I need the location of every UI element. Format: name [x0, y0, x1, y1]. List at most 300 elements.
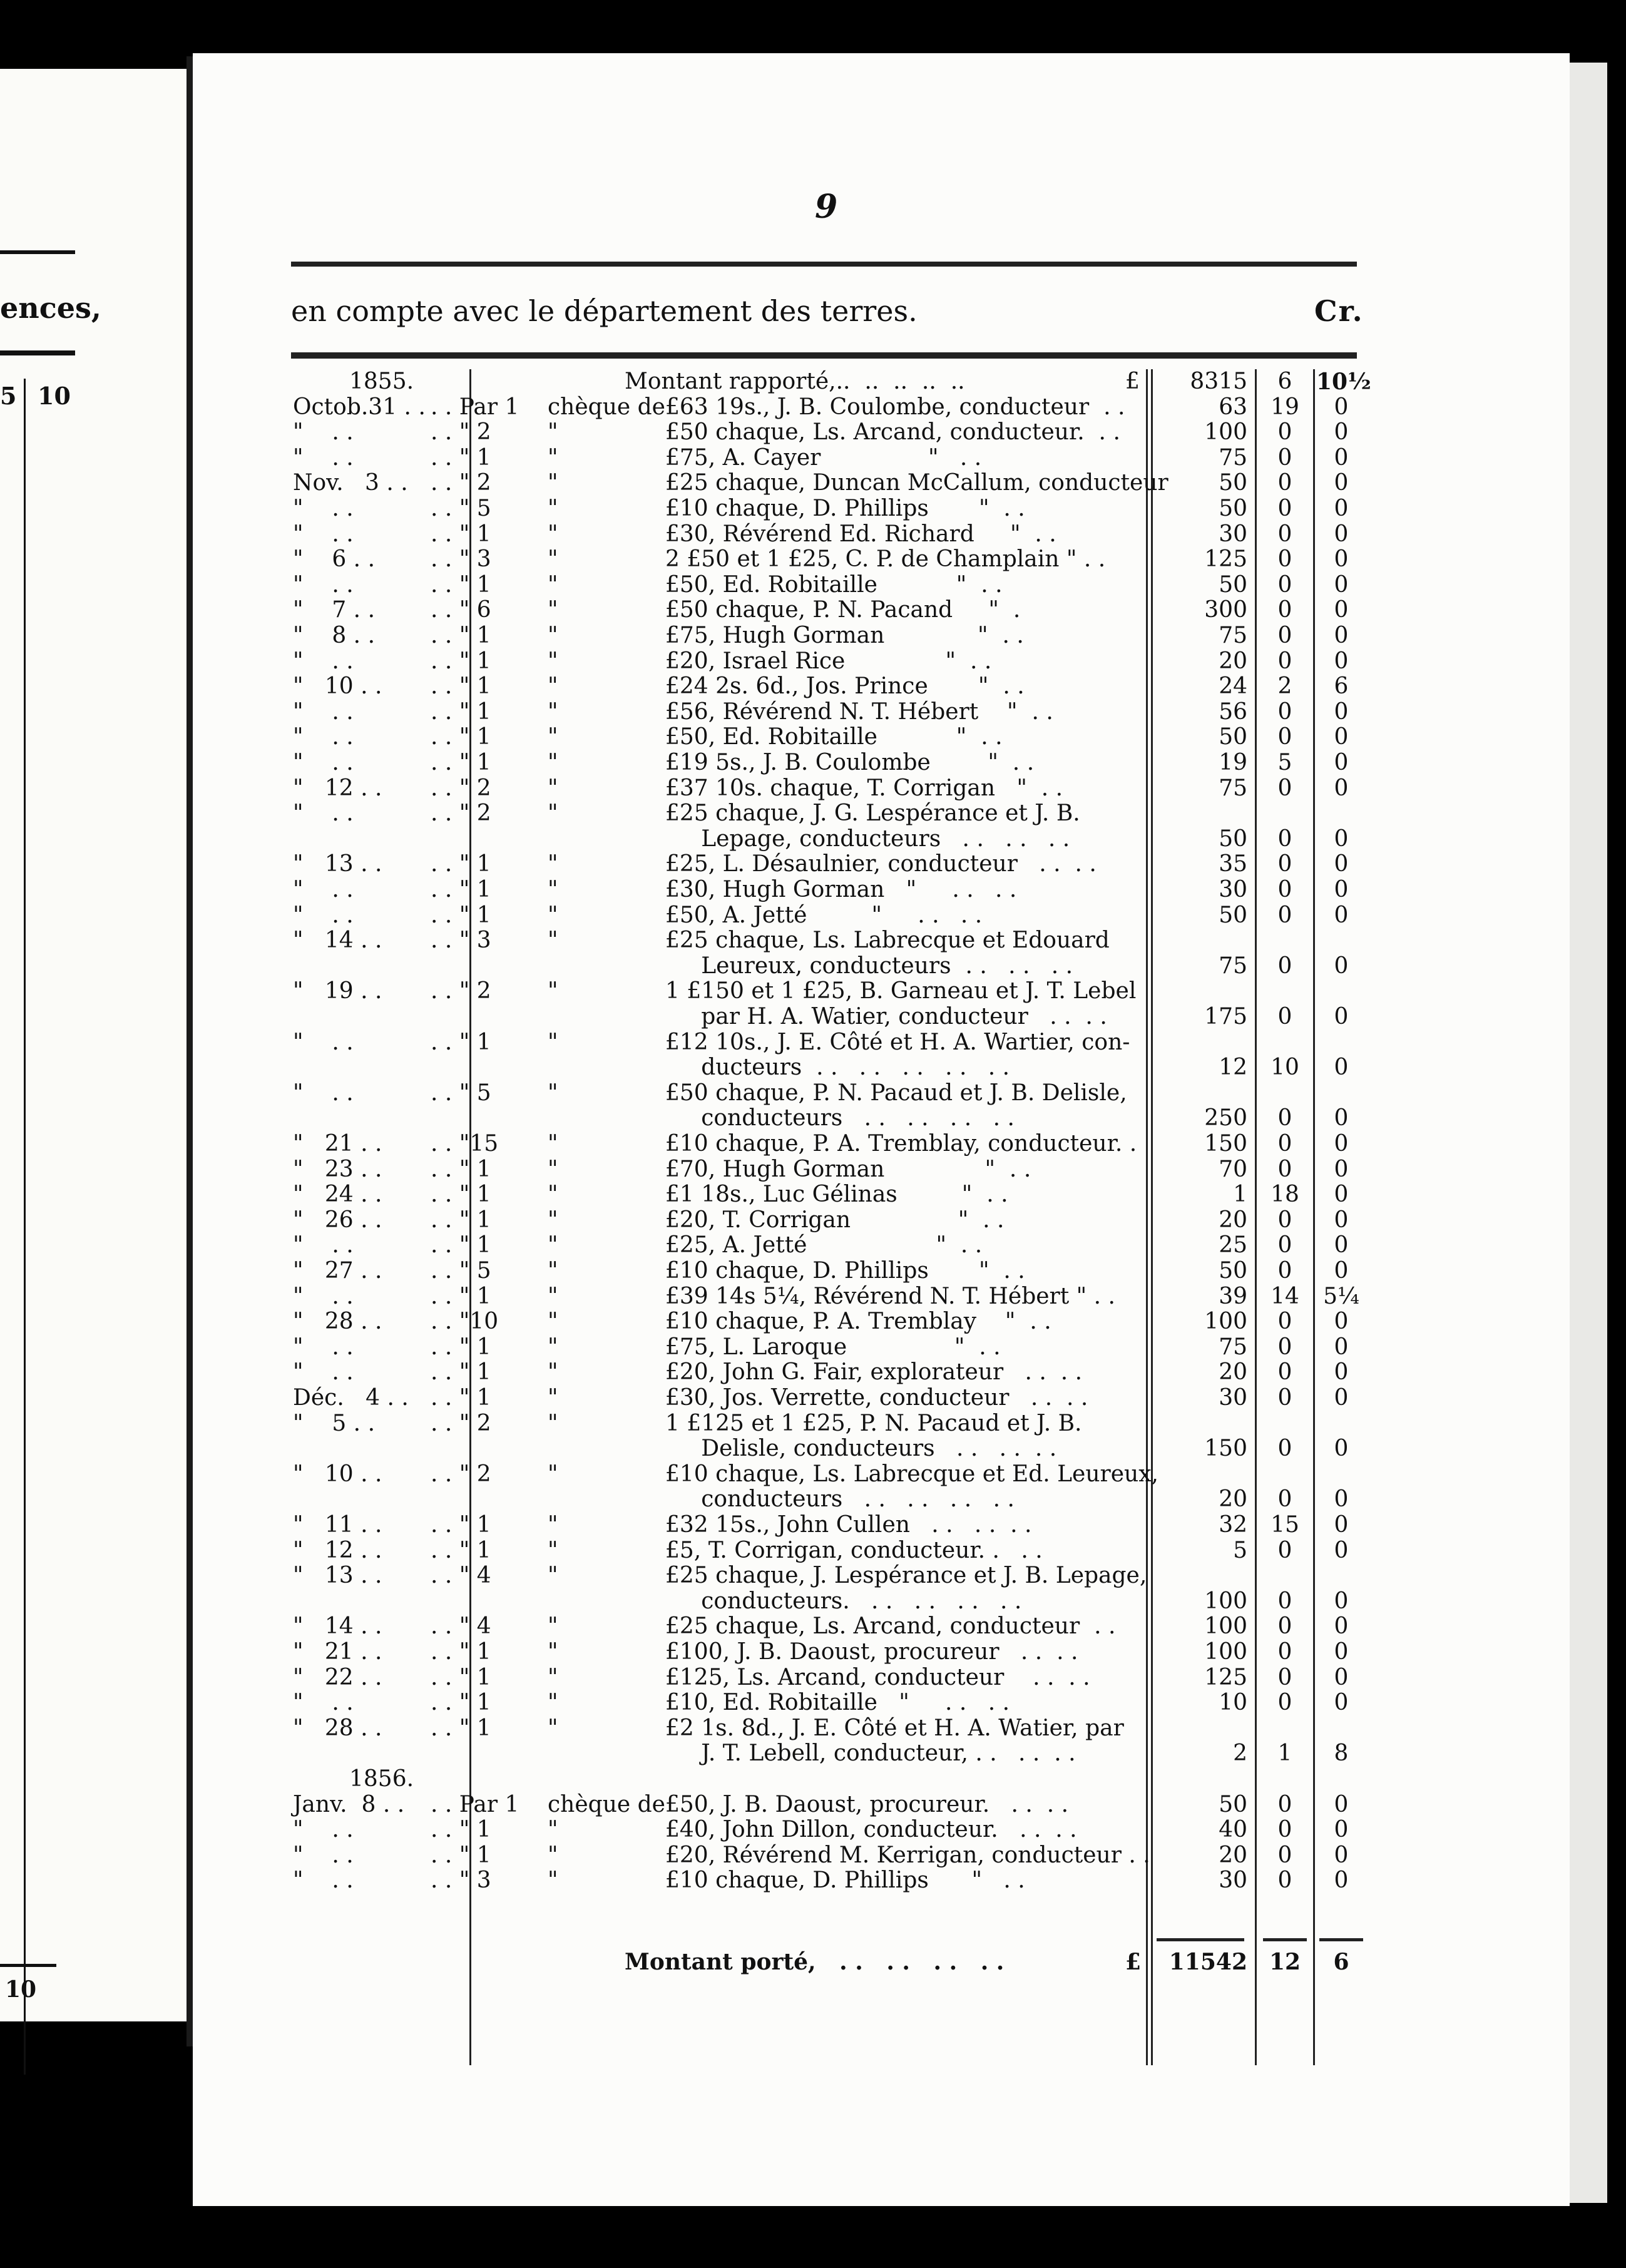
entry-description: £125, Ls. Arcand, conducteur . . . . [665, 1665, 1090, 1690]
amount-shillings: 0 [1277, 521, 1292, 547]
amount-shillings: 5 [1277, 750, 1292, 775]
amount-shillings: 15 [1271, 1512, 1299, 1538]
ledger-entry [193, 1335, 1570, 1360]
amount-pence: 8 [1334, 1740, 1349, 1766]
entry-cheque-count: . . " 2 [431, 1461, 491, 1487]
entry-cheque-label: " [548, 877, 558, 902]
entry-date: " 12 . . [293, 775, 382, 801]
entry-date: " 21 . . [293, 1639, 382, 1665]
entry-date: " 12 . . [293, 1538, 382, 1563]
amount-pounds: 75 [1219, 953, 1247, 979]
entry-description: £50, J. B. Daoust, procureur. . . . . [665, 1792, 1069, 1817]
amount-shillings: 0 [1277, 1665, 1292, 1690]
entry-description: conducteurs. . . . . . . . . [665, 1588, 1022, 1614]
entry-description: £20, John G. Fair, explorateur . . . . [665, 1359, 1083, 1385]
entry-cheque-label: " [548, 902, 558, 928]
entry-cheque-label: " [548, 775, 558, 801]
amount-pounds: 75 [1219, 1334, 1247, 1360]
entry-date: " . . [293, 800, 354, 826]
ledger-entry [193, 1487, 1570, 1512]
entry-description: £19 5s., J. B. Coulombe " . . [665, 750, 1035, 775]
ledger-entry [193, 1462, 1570, 1487]
ledger-entry [193, 1792, 1570, 1817]
entry-date: " 24 . . [293, 1182, 382, 1207]
ledger-entry [193, 1131, 1570, 1157]
amount-pounds: 75 [1219, 445, 1247, 471]
ledger-entry [193, 1182, 1570, 1207]
currency-symbol: £ [1125, 1949, 1142, 1975]
entry-cheque-count: . . " 2 [431, 470, 491, 496]
ledger-entry [193, 1741, 1570, 1766]
ledger-entry [193, 776, 1570, 801]
entry-cheque-count: . . " 1 [431, 1385, 491, 1411]
amount-shillings: 1 [1277, 1740, 1292, 1766]
ledger-entry [193, 827, 1570, 852]
amount-pence: 0 [1334, 826, 1349, 852]
entry-date: " 6 . . [293, 546, 376, 572]
ledger-entry [193, 674, 1570, 699]
left-col-b: 10 [38, 382, 71, 410]
entry-cheque-label: " [548, 1867, 558, 1893]
amount-shillings: 0 [1277, 724, 1292, 750]
amount-pence: 0 [1334, 724, 1349, 750]
entry-date: " 8 . . [293, 623, 376, 648]
entry-description: £30, Hugh Gorman " . . . . [665, 877, 1017, 902]
amount-pence: 0 [1334, 470, 1349, 496]
entry-date: " . . [293, 648, 354, 674]
entry-description: £30, Jos. Verrette, conducteur . . . . [665, 1385, 1088, 1411]
amount-pounds: 8315 [1190, 369, 1247, 394]
amount-pounds: 63 [1219, 394, 1247, 420]
amount-pence: 0 [1334, 1309, 1349, 1334]
page-edge [1570, 63, 1607, 2203]
amount-pounds: 19 [1219, 750, 1247, 775]
amount-pence: 0 [1334, 750, 1349, 775]
entry-description: conducteurs . . . . . . . . [665, 1105, 1015, 1131]
ledger-entry [193, 395, 1570, 420]
entry-date: " . . [293, 1232, 354, 1258]
amount-pence: 0 [1334, 1690, 1349, 1715]
entry-description: £50, A. Jetté " . . . . [665, 902, 983, 928]
amount-shillings: 0 [1277, 1588, 1292, 1614]
amount-pounds: 39 [1219, 1284, 1247, 1309]
entry-cheque-label: " [548, 1715, 558, 1741]
entry-date: " . . [293, 1690, 354, 1715]
entry-description: £75, Hugh Gorman " . . [665, 623, 1024, 648]
entry-description: Delisle, conducteurs . . . . . . [665, 1436, 1057, 1461]
ledger-entry [193, 471, 1570, 496]
entry-cheque-count: . . " 1 [431, 1334, 491, 1360]
amount-pence: 0 [1334, 1182, 1349, 1207]
entry-cheque-count: . . " 5 [431, 1080, 491, 1106]
amount-shillings: 0 [1277, 1157, 1292, 1182]
heading-rule [291, 352, 1357, 359]
entry-cheque-count: . . "10 [431, 1309, 499, 1334]
amount-pounds: 10 [1219, 1690, 1247, 1715]
ledger-entry [193, 750, 1570, 775]
amount-pence: 5¼ [1323, 1284, 1359, 1309]
amount-shillings: 18 [1271, 1182, 1299, 1207]
amount-shillings: 0 [1277, 775, 1292, 801]
entry-date: " 21 . . [293, 1131, 382, 1157]
amount-shillings: 0 [1277, 1613, 1292, 1639]
entry-date: " . . [293, 496, 354, 521]
entry-description: £20, Révérend M. Kerrigan, conducteur . . [665, 1842, 1150, 1868]
entry-cheque-count: . . " 1 [431, 1207, 491, 1233]
ledger-entry [193, 623, 1570, 648]
amount-shillings: 0 [1277, 902, 1292, 928]
entry-date: " 11 . . [293, 1512, 382, 1538]
entry-cheque-count: . . " 1 [431, 902, 491, 928]
ledger-entry [193, 903, 1570, 928]
amount-pence: 0 [1334, 1538, 1349, 1563]
amount-pence: 0 [1334, 953, 1349, 979]
entry-date: " 13 . . [293, 851, 382, 877]
entry-cheque-count: . . " 1 [431, 1665, 491, 1690]
ledger-entry [193, 1589, 1570, 1614]
ledger-entry [193, 1106, 1570, 1131]
amount-shillings: 0 [1277, 953, 1292, 979]
entry-date: " 19 . . [293, 978, 382, 1004]
entry-description: £10 chaque, D. Phillips " . . [665, 1258, 1025, 1284]
entry-cheque-count: . . " 1 [431, 750, 491, 775]
entry-cheque-count: . . " 1 [431, 1639, 491, 1665]
year-label: 1856. [349, 1766, 414, 1792]
ledger-entry [193, 649, 1570, 674]
entry-cheque-label: " [548, 572, 558, 598]
entry-description: £5, T. Corrigan, conducteur. . . . [665, 1538, 1043, 1563]
entry-description: £10 chaque, P. A. Tremblay, conducteur. . [665, 1131, 1137, 1157]
entry-cheque-label: chèque de [548, 394, 665, 420]
entry-cheque-count: . . " 1 [431, 877, 491, 902]
amount-pence: 0 [1334, 648, 1349, 674]
amount-pounds: 50 [1219, 826, 1247, 852]
entry-date: " 10 . . [293, 673, 382, 699]
amount-pence: 0 [1334, 1157, 1349, 1182]
amount-pence: 0 [1334, 1867, 1349, 1893]
entry-description: £75, A. Cayer " . . [665, 445, 982, 471]
amount-shillings: 0 [1277, 699, 1292, 725]
amount-pence: 0 [1334, 597, 1349, 623]
entry-cheque-count: . . " 3 [431, 1867, 491, 1893]
amount-shillings: 0 [1277, 1004, 1292, 1029]
sum-rule-d [1319, 1938, 1363, 1941]
entry-cheque-count: . . " 1 [431, 724, 491, 750]
entry-cheque-label: " [548, 1334, 558, 1360]
entry-description: £25 chaque, Ls. Labrecque et Edouard [665, 927, 1110, 953]
entry-cheque-count: . . Par 1 [431, 394, 519, 420]
amount-pence: 0 [1334, 1639, 1349, 1665]
entry-date: " 14 . . [293, 927, 382, 953]
entry-description: Leureux, conducteurs . . . . . . [665, 953, 1073, 979]
entry-cheque-label: " [548, 623, 558, 648]
entry-date: " 27 . . [293, 1258, 382, 1284]
amount-pence: 0 [1334, 572, 1349, 598]
ledger-entry [193, 1284, 1570, 1309]
ledger-entry [193, 573, 1570, 598]
ledger-entry [193, 496, 1570, 521]
ledger-entry [193, 1309, 1570, 1334]
amount-pence: 0 [1334, 1792, 1349, 1817]
amount-pence: 0 [1334, 1512, 1349, 1538]
entry-cheque-label: " [548, 597, 558, 623]
amount-pounds: 50 [1219, 1792, 1247, 1817]
entry-cheque-label: " [548, 1461, 558, 1487]
entry-cheque-count: . . " 1 [431, 1359, 491, 1385]
carried-forward-label: Montant porté, . . . . . . . . [625, 1949, 1005, 1975]
amount-pounds: 100 [1204, 1588, 1247, 1614]
ledger-entry [193, 1157, 1570, 1182]
amount-pounds: 100 [1204, 1639, 1247, 1665]
entry-description: £32 15s., John Cullen . . . . . . [665, 1512, 1032, 1538]
amount-shillings: 0 [1277, 496, 1292, 521]
left-col-a: 5 [0, 382, 17, 410]
amount-shillings: 0 [1277, 546, 1292, 572]
ledger-entry [193, 522, 1570, 547]
amount-shillings: 0 [1277, 1817, 1292, 1842]
entry-cheque-count: . . " 1 [431, 1715, 491, 1741]
entry-date: " . . [293, 1817, 354, 1842]
entry-description: £25 chaque, Ls. Arcand, conducteur . . [665, 1613, 1116, 1639]
amount-pence: 0 [1334, 775, 1349, 801]
entry-cheque-label: " [548, 1080, 558, 1106]
entry-cheque-count: . . " 5 [431, 1258, 491, 1284]
entry-date: Octob.31 . . [293, 394, 426, 420]
entry-cheque-count: . . "15 [431, 1131, 499, 1157]
year-label: 1855. [349, 369, 414, 394]
carried-forward-row [193, 1949, 1570, 1974]
amount-pounds: 32 [1219, 1512, 1247, 1538]
amount-pounds: 50 [1219, 496, 1247, 521]
entry-description: £37 10s. chaque, T. Corrigan " . . [665, 775, 1063, 801]
total-shillings: 12 [1269, 1949, 1301, 1975]
entry-date: Déc. 4 . . [293, 1385, 409, 1411]
ledger-entry [193, 1817, 1570, 1842]
amount-shillings: 0 [1277, 1792, 1292, 1817]
entry-cheque-label: " [548, 496, 558, 521]
amount-shillings: 0 [1277, 1486, 1292, 1512]
amount-shillings: 0 [1277, 826, 1292, 852]
entry-cheque-label: " [548, 978, 558, 1004]
amount-pounds: 24 [1219, 673, 1247, 699]
entry-description: ducteurs . . . . . . . . . . [665, 1055, 1010, 1080]
amount-pounds: 50 [1219, 572, 1247, 598]
ledger-entry [193, 1081, 1570, 1106]
ledger-entry [193, 1640, 1570, 1665]
entry-date: " . . [293, 419, 354, 445]
brought-forward-label: Montant rapporté,.. .. .. .. .. [625, 369, 965, 394]
entry-cheque-label: " [548, 1232, 558, 1258]
entry-description: £63 19s., J. B. Coulombe, conducteur . . [665, 394, 1125, 420]
entry-cheque-count: . . Par 1 [431, 1792, 519, 1817]
entry-date: " . . [293, 521, 354, 547]
entry-description: £20, T. Corrigan " . . [665, 1207, 1005, 1233]
entry-cheque-label: " [548, 851, 558, 877]
ledger-entry [193, 1767, 1570, 1792]
amount-pence: 0 [1334, 1385, 1349, 1411]
entry-cheque-label: " [548, 1182, 558, 1207]
amount-pence: 0 [1334, 1004, 1349, 1029]
entry-cheque-count: . . " 2 [431, 1411, 491, 1436]
amount-pence: 0 [1334, 1588, 1349, 1614]
amount-shillings: 0 [1277, 1639, 1292, 1665]
entry-description: £10 chaque, P. A. Tremblay " . . [665, 1309, 1051, 1334]
entry-cheque-label: " [548, 927, 558, 953]
amount-pence: 6 [1334, 673, 1349, 699]
entry-cheque-count: . . " 1 [431, 1690, 491, 1715]
entry-cheque-count: . . " 2 [431, 775, 491, 801]
left-heading-fragment: ences, [0, 291, 101, 325]
amount-pence: 0 [1334, 1665, 1349, 1690]
ledger-entry [193, 1614, 1570, 1639]
entry-cheque-label: " [548, 1690, 558, 1715]
amount-pence: 0 [1334, 1359, 1349, 1385]
left-total-rule [0, 1964, 56, 1967]
left-page-fragment [0, 69, 188, 2021]
ledger-entry [193, 420, 1570, 445]
entry-cheque-label: " [548, 1029, 558, 1055]
entry-description: £50, Ed. Robitaille " . . [665, 724, 1003, 750]
ledger-entry [193, 877, 1570, 902]
entry-cheque-count: . . " 1 [431, 648, 491, 674]
entry-date: " . . [293, 1029, 354, 1055]
amount-pence: 0 [1334, 1842, 1349, 1868]
entry-description: £25 chaque, Duncan McCallum, conducteur [665, 470, 1168, 496]
amount-pounds: 250 [1204, 1105, 1247, 1131]
amount-shillings: 0 [1277, 1131, 1292, 1157]
entry-date: " 14 . . [293, 1613, 382, 1639]
entry-description: £12 10s., J. E. Côté et H. A. Wartier, con- [665, 1029, 1130, 1055]
entry-cheque-count: . . " 1 [431, 851, 491, 877]
amount-pounds: 30 [1219, 1385, 1247, 1411]
entry-cheque-count: . . " 5 [431, 496, 491, 521]
entry-cheque-count: . . " 3 [431, 927, 491, 953]
amount-shillings: 0 [1277, 1359, 1292, 1385]
entry-description: 2 £50 et 1 £25, C. P. de Champlain " . . [665, 546, 1106, 572]
amount-shillings: 0 [1277, 1538, 1292, 1563]
entry-cheque-count: . . " 1 [431, 572, 491, 598]
total-pounds: 11542 [1168, 1949, 1247, 1975]
amount-shillings: 0 [1277, 572, 1292, 598]
ledger-entry [193, 1843, 1570, 1868]
entry-description: £50 chaque, Ls. Arcand, conducteur. . . [665, 419, 1120, 445]
entry-cheque-count: . . " 3 [431, 546, 491, 572]
entry-description: conducteurs . . . . . . . . [665, 1486, 1015, 1512]
entry-date: " 23 . . [293, 1157, 382, 1182]
amount-pence: 0 [1334, 546, 1349, 572]
amount-shillings: 0 [1277, 1385, 1292, 1411]
ledger-entry [193, 547, 1570, 572]
entry-cheque-count: . . " 2 [431, 978, 491, 1004]
entry-description: £50 chaque, P. N. Pacand " . [665, 597, 1021, 623]
ledger-entry [193, 1233, 1570, 1258]
entry-description: £50 chaque, P. N. Pacaud et J. B. Delisle, [665, 1080, 1127, 1106]
ledger-entry [193, 1436, 1570, 1461]
entry-description: £25, L. Désaulnier, conducteur . . . . [665, 851, 1097, 877]
amount-pounds: 2 [1233, 1740, 1247, 1766]
ledger-entry [193, 1690, 1570, 1715]
entry-date: " . . [293, 724, 354, 750]
entry-date: " . . [293, 877, 354, 902]
entry-description: £100, J. B. Daoust, procureur . . . . [665, 1639, 1078, 1665]
entry-cheque-label: " [548, 1207, 558, 1233]
amount-shillings: 14 [1271, 1284, 1299, 1309]
entry-description: £40, John Dillon, conducteur. . . . . [665, 1817, 1077, 1842]
entry-cheque-count: . . " 1 [431, 1512, 491, 1538]
entry-date: " . . [293, 902, 354, 928]
amount-pounds: 20 [1219, 1842, 1247, 1868]
amount-shillings: 0 [1277, 623, 1292, 648]
left-bottom-value: 10 [5, 1976, 37, 2003]
amount-pounds: 100 [1204, 419, 1247, 445]
ledger-entry [193, 725, 1570, 750]
amount-pence: 0 [1334, 1817, 1349, 1842]
amount-pounds: 300 [1204, 597, 1247, 623]
entry-cheque-count: . . " 1 [431, 1232, 491, 1258]
entry-description: £25 chaque, J. Lespérance et J. B. Lepage, [665, 1563, 1147, 1588]
amount-pounds: 125 [1204, 1665, 1247, 1690]
entry-description: £25, A. Jetté " . . [665, 1232, 983, 1258]
entry-description: 1 £125 et 1 £25, P. N. Pacaud et J. B. [665, 1411, 1082, 1436]
amount-pence: 0 [1334, 1258, 1349, 1284]
amount-pounds: 5 [1233, 1538, 1247, 1563]
ledger-entry [193, 954, 1570, 979]
entry-cheque-label: " [548, 445, 558, 471]
entry-description: 1 £150 et 1 £25, B. Garneau et J. T. Lebel [665, 978, 1137, 1004]
amount-pounds: 20 [1219, 1486, 1247, 1512]
entry-cheque-label: " [548, 1613, 558, 1639]
amount-pence: 0 [1334, 521, 1349, 547]
entry-cheque-count: . . " 2 [431, 419, 491, 445]
amount-pounds: 12 [1219, 1055, 1247, 1080]
amount-pence: 0 [1334, 699, 1349, 725]
entry-description: £24 2s. 6d., Jos. Prince " . . [665, 673, 1025, 699]
entry-cheque-label: " [548, 1411, 558, 1436]
entry-date: " . . [293, 1284, 354, 1309]
credit-label: Cr. [1314, 294, 1364, 328]
amount-shillings: 0 [1277, 877, 1292, 902]
amount-shillings: 0 [1277, 597, 1292, 623]
entry-cheque-count: . . " 1 [431, 521, 491, 547]
entry-description: J. T. Lebell, conducteur, . . . . . . [665, 1740, 1076, 1766]
ledger-entry [193, 700, 1570, 725]
entry-cheque-label: " [548, 546, 558, 572]
entry-cheque-label: " [548, 1309, 558, 1334]
ledger-entry [193, 1386, 1570, 1411]
entry-cheque-label: " [548, 1563, 558, 1588]
entry-cheque-label: " [548, 1359, 558, 1385]
amount-pounds: 50 [1219, 724, 1247, 750]
entry-cheque-count: . . " 1 [431, 699, 491, 725]
entry-cheque-count: . . " 6 [431, 597, 491, 623]
amount-pounds: 175 [1204, 1004, 1247, 1029]
ledger-entry [193, 852, 1570, 877]
amount-pounds: 125 [1204, 546, 1247, 572]
entry-cheque-label: " [548, 1157, 558, 1182]
ledger-entry [193, 1563, 1570, 1588]
amount-pence: 0 [1334, 851, 1349, 877]
amount-pounds: 40 [1219, 1817, 1247, 1842]
ledger-entry [193, 979, 1570, 1004]
ledger-entry [193, 1513, 1570, 1538]
amount-shillings: 0 [1277, 1105, 1292, 1131]
entry-date: " 28 . . [293, 1715, 382, 1741]
entry-date: " 7 . . [293, 597, 376, 623]
total-pence: 6 [1333, 1949, 1349, 1975]
top-rule [291, 262, 1357, 267]
entry-description: £10, Ed. Robitaille " . . . . [665, 1690, 1010, 1715]
amount-pounds: 50 [1219, 1258, 1247, 1284]
